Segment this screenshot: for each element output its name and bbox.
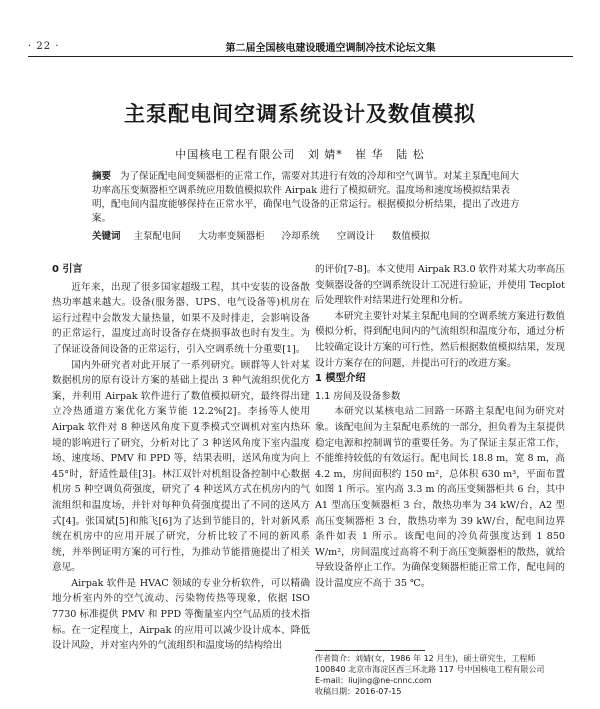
running-header [28,38,573,54]
body-paragraph: 近年来，出现了很多国家超级工程，其中安装的设备散热功率越来越大。设备(服务器、UPS、电气设备等)机房在运行过程中会散发大量热量，如果不及时排走，会影响设备的正常运行，温度过高时设备存在烧损事故也时有发生。为了保证设备间设备的正常运行，引入空调系统十分重要[1]。 [52,281,310,355]
keywords [92,230,522,244]
left-column [52,262,310,654]
author-name: 崔 华 [355,148,384,161]
body-paragraph: 本研究以某核电站二回路一环路主泵配电间为研究对象。该配电间为主泵配电系统的一部分，担负着为主泵提供稳定电源和控制调节的重要任务。为了保证主泵正常工作，不能维持较低的有效运行。配电间长 18.8 m，宽 8 m，高 4.2 m，房间面积约 150 m²，总体积 630 m³，平面布置如图 1 所示。室内高 3.3 m 的高压变频器柜共 6 台，其中 A1 型高压变频器柜 3 台，散热功率为 34 kW/台，A2 型高压变频器柜 3 台，散热功率为 39 kW/台，配电间边界条件如表 1 所示。该配电间的冷负荷强度达到 1 850 W/m²，房间温度过高将不利于高压变频器柜的散热，就给导致设备停止工作。为确保变频器柜能正常工作，配电间的设计温度应不高于 35 ℃。 [315,406,565,589]
header-rule [28,56,573,57]
subsection-heading: 1.1 房间及设备参数 [315,390,401,402]
footnote [315,653,570,697]
right-column [315,262,565,591]
paper-title: 主泵配电间空调系统设计及数值模拟 [124,102,476,126]
footnote-line: 作者简介：刘婧(女，1986 年 12 月生)，硕士研究生，工程师 [315,654,536,663]
section-heading-intro: 0 引言 [52,264,83,275]
page-number: · 22 · [28,40,60,52]
keyword: 数值模拟 [391,231,430,242]
section-heading-model: 1 模型介绍 [315,373,366,385]
keyword: 大功率变频器柜 [198,231,265,242]
footnote-line: 收稿日期：2016-07-15 [315,687,402,696]
body-paragraph: 的评价[7-8]。本文使用 Airpak R3.0 软件对某大功率高压变频器设备的空调系统设计工况进行验证，并使用 Tecplot 后处理软件对结果进行处理和分析。 [315,264,565,307]
footnote-rule [315,650,425,651]
author-line [0,146,600,162]
author-name: 陆 松 [396,148,425,161]
body-paragraph: 本研究主要针对某主泵配电间的空调系统方案进行数值模拟分析，得到配电间内的气流组织和温度分布，通过分析比较确定设计方案的可行性，然后根据数值模拟结果，发现设计方案存在的问题，并提出可行的改进方案。 [315,310,565,369]
footnote-line: 100840 北京市海淀区西三环北路 117 号中国核电工程有限公司 [315,665,545,674]
abstract-label: 摘要 [92,171,112,182]
footnote-line: E-mail：liujing@ne-cnnc.com [315,676,432,685]
affiliation: 中国核电工程有限公司 [175,148,296,161]
conference-title: 第二届全国核电建设暖通空调制冷技术论坛文集 [225,42,436,54]
abstract-text: 为了保证配电间变频器柜的正常工作，需要对其进行有效的冷却和空气调节。对某主泵配电间大功率高压变频器柜空调系统应用数值模拟软件 Airpak 进行了模拟研究。温度场和速度场模拟结果表明，配电间内温度能够保持在正常水平，确保电气设备的正常运行。根据模拟分析结果，提出了改进方案。 [92,171,520,224]
abstract [92,170,522,226]
author-name: 刘 婧* [307,148,343,161]
keyword: 空调设计 [336,231,375,242]
body-paragraph: Airpak 软件是 HVAC 领域的专业分析软件，可以精确地分析室内外的空气流动、污染物传热等现象，依据 ISO 7730 标准提供 PMV 和 PPD 等衡量室内空气品质的技术指标。在一定程度上，Airpak 的应用可以减少设计成本、降低设计风险，并对室内外的气流组织和温度场的结构给出 [52,577,310,652]
keyword: 主泵配电间 [133,231,182,242]
keyword: 冷却系统 [281,231,320,242]
keywords-label: 关键词 [92,231,121,242]
body-paragraph: 国内外研究者对此开展了一系列研究。顾群等人针对某数据机房的原有设计方案的基础上提出 3 种气流组织优化方案，并利用 Airpak 软件进行了数值模拟研究，最终得出建立冷热通道方案优化方案节能 12.2%[2]。李扬等人使用 Airpak 软件对 8 种送风角度下夏季模式空调机对室内热环境的影响进行了研究，分析对比了 3 种送风角度下室内温度场、速度场、PMV 和 PPD 等，结果表明，送风角度为向上 45°时，舒适性最佳[3]。林江双针对机组设备控制中心数据机房 5 种空调负荷强度，研究了 4 种送风方式在机房内的气流组织和温度场，并针对每种负荷强度提出了不同的送风方式[4]。张国斌[5]和熊飞[6]为了达到节能目的，针对新风系统在机房中的应用开展了研究，分析比较了不同的新风系统，并举例证明方案的可行性，为推动节能措施提出了相关意见。 [52,359,310,574]
